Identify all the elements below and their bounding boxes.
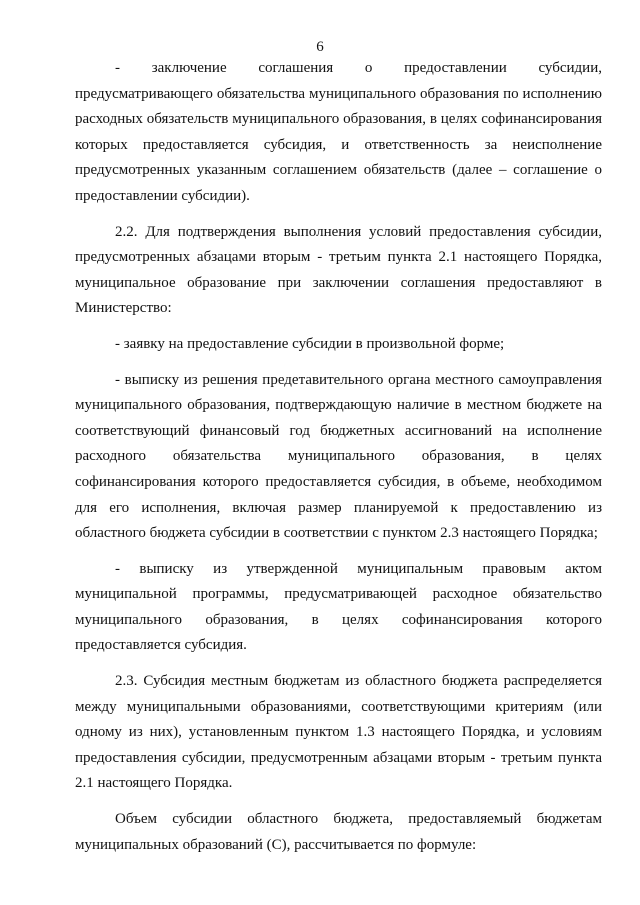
paragraph-application-item: - заявку на предоставление субсидии в произвольной форме; [115, 335, 505, 352]
paragraph-program-extract-item: - выписку из утвержденной муниципальным правовым актом муниципальной программы, предусматривающей расходное обязательство муниципального образования, в целях софинансирования которого предоставляется субсидия. [75, 560, 602, 654]
page-number: 6 [316, 39, 324, 55]
paragraph-subsidy-volume-formula: Объем субсидии областного бюджета, предоставляемый бюджетам муниципальных образований (С), рассчитывается по формуле: [75, 811, 602, 853]
paragraph-agreement-conclusion: - заключение соглашения о предоставлении субсидии, предусматривающего обязательства муниципального образования по исполнению расходных обязательств муниципального образования, в целях софинансирования которых предоставляется субсидия, и ответственность за неисполнение предусмотренных указанным соглашением обязательств (далее – соглашение о предоставлении субсидии). [75, 60, 602, 204]
paragraph-2-3: 2.3. Субсидия местным бюджетам из областного бюджета распределяется между муниципальными образованиями, соответствующими критериям (или одному из них), установленным пунктом 1.3 настоящего Порядка, и условиям предоставления субсидии, предусмотренным абзацами вторым - третьим пункта 2.1 настоящего Порядка. [75, 673, 602, 792]
paragraph-decision-extract-item: - выписку из решения предетавительного органа местного самоуправления муниципального образования, подтверждающую наличие в местном бюджете на соответствующий финансовый год бюджетных ассигнований на исполнение расходного обязательства муниципального образования, в целях софинансирования которого предоставляется субсидия, в объеме, необходимом для его исполнения, включая размер планируемой к предоставлению из областного бюджета субсидии в соответствии с пунктом 2.3 настоящего Порядка; [75, 371, 602, 542]
paragraph-2-2: 2.2. Для подтверждения выполнения условий предоставления субсидии, предусмотренных абзацами вторым - третьим пункта 2.1 настоящего Порядка, муниципальное образование при заключении соглашения предоставляют в Министерство: [75, 223, 602, 317]
document-body [75, 56, 602, 861]
